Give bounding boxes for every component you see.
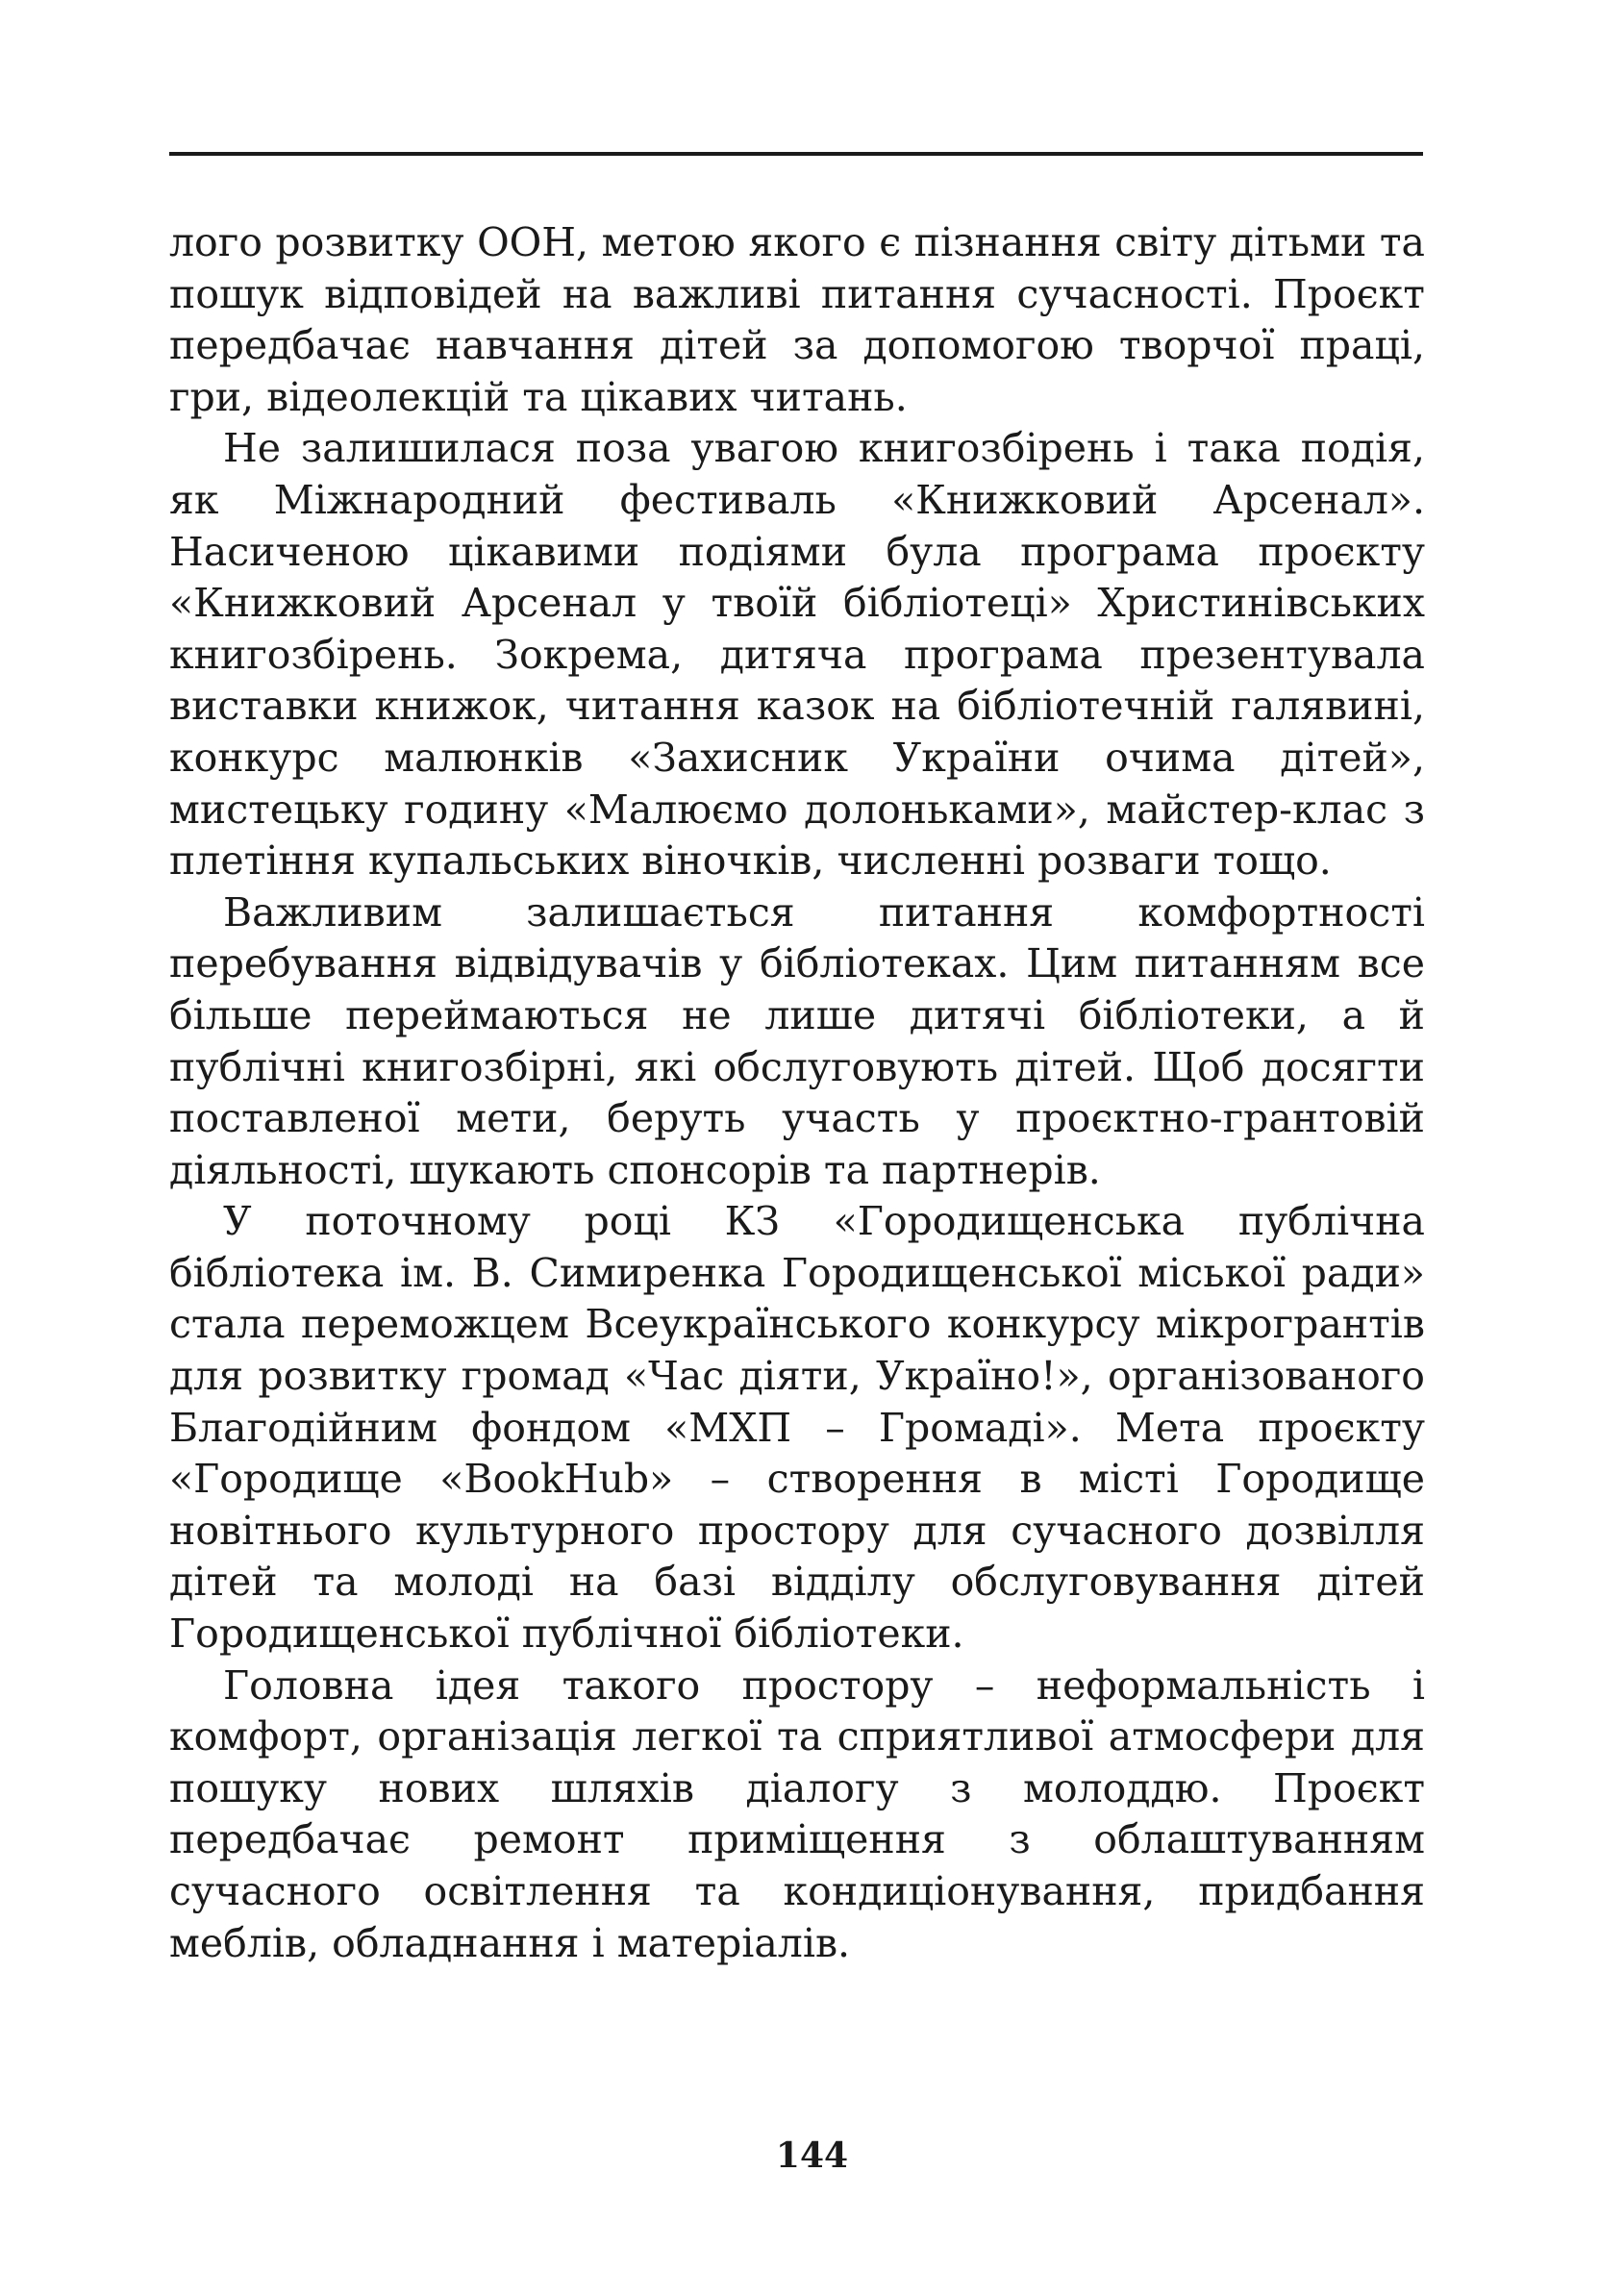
paragraph-grant: У поточному році КЗ «Городищенська публічна бібліотека ім. В. Симиренка Городищенської міської ради» стала переможцем Всеукраїнського конкурсу мікрогрантів для розвитку громад «Час діяти, Україно!», організованого Благодійним фондом «МХП – Громаді». Мета проєкту «Городище «BookHub» – створення в місті Городище новітнього культурного простору для сучасного дозвілля дітей та молоді на базі відділу обслуговування дітей Городищенської публічної бібліотеки. xyxy=(169,1198,1425,1658)
paragraph-comfort: Важливим залишається питання комфортності перебування відвідувачів у бібліотеках. Цим питанням все більше переймаються не лише дитячі бібліотеки, а й публічні книгозбірні, які обслуговують дітей. Щоб досягти поставленої мети, беруть участь у проєктно-грантовій діяльності, шукають спонсорів та партнерів. xyxy=(169,888,1425,1193)
body-text xyxy=(169,217,1425,1969)
page-number: 144 xyxy=(775,2135,849,2176)
header-rule xyxy=(169,152,1423,156)
paragraph-main-idea: Головна ідея такого простору – неформальність і комфорт, організація легкої та сприятливої атмосфери для пошуку нових шляхів діалогу з молоддю. Проєкт передбачає ремонт приміщення з облаштуванням сучасного освітлення та кондиціонування, придбання меблів, обладнання і матеріалів. xyxy=(169,1661,1425,1966)
paragraph-continuation: лого розвитку ООН, метою якого є пізнання світу дітьми та пошук відповідей на важливі питання сучасності. Проєкт передбачає навчання дітей за допомогою творчої праці, гри, відеолекцій та цікавих читань. xyxy=(169,219,1425,420)
paragraph-book-arsenal: Не залишилася поза увагою книгозбірень і така подія, як Міжнародний фестиваль «Книжковий Арсенал». Насиченою цікавими подіями була програма проєкту «Книжковий Арсенал у твоїй бібліотеці» Христинівських книгозбірень. Зокрема, дитяча програма презентувала виставки книжок, читання казок на бібліотечній галявині, конкурс малюнків «Захисник України очима дітей», мистецьку годину «Малюємо долоньками», майстер-клас з плетіння купальських віночків, численні розваги тощо. xyxy=(169,425,1425,885)
